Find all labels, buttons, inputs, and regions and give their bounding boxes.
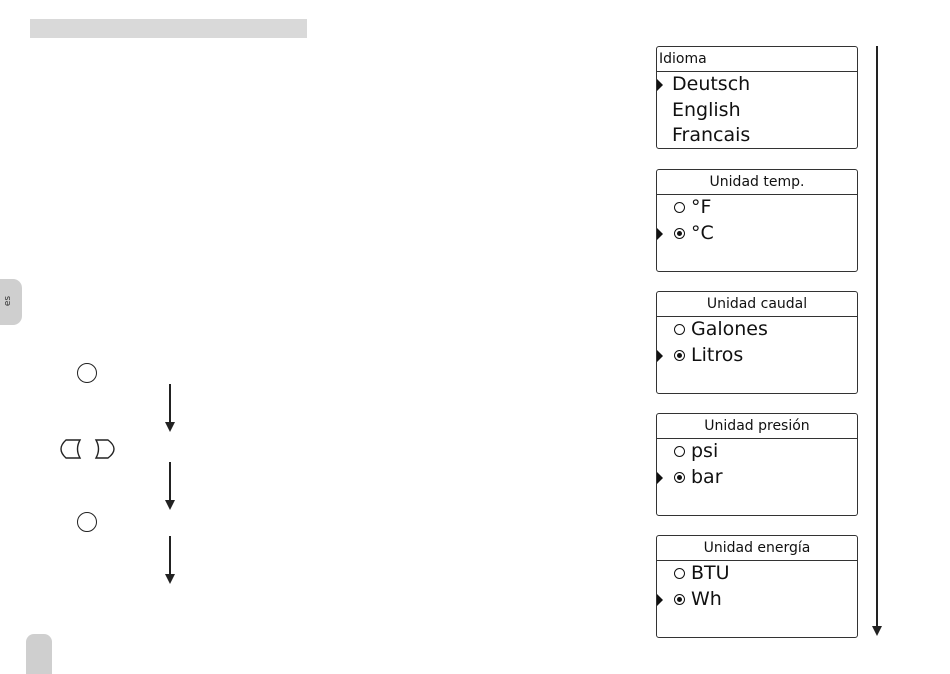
menu-item-label: Francais (672, 124, 751, 146)
cursor-icon (657, 79, 663, 91)
lcd-title: Unidad presión (657, 414, 857, 439)
lcd-screen-unidad-caudal (656, 291, 858, 394)
option-litros[interactable] (657, 343, 857, 369)
circle-button-icon (77, 363, 97, 383)
language-tab-label: es (3, 295, 14, 307)
radio-selected-icon (674, 594, 685, 605)
circle-button-icon (77, 512, 97, 532)
lcd-screen-idioma (656, 46, 858, 149)
cursor-icon (657, 228, 663, 240)
lcd-title: Idioma (657, 47, 857, 72)
radio-selected-icon (674, 228, 685, 239)
option-label: Galones (691, 318, 768, 340)
radio-selected-icon (674, 350, 685, 361)
page-tab (26, 634, 52, 674)
option-celsius[interactable] (657, 221, 857, 247)
option-wh[interactable] (657, 587, 857, 613)
option-btu[interactable] (657, 561, 857, 587)
scroll-arrow-line (876, 46, 878, 628)
menu-item-francais[interactable] (657, 123, 857, 149)
option-label: Litros (691, 343, 744, 366)
menu-item-label: Deutsch (672, 73, 751, 95)
option-label: BTU (691, 562, 730, 584)
language-tab (0, 279, 22, 325)
menu-item-deutsch[interactable] (657, 72, 857, 98)
option-bar[interactable] (657, 465, 857, 491)
option-psi[interactable] (657, 439, 857, 465)
down-arrow-icon (165, 500, 175, 510)
lcd-screen-unidad-temp (656, 169, 858, 272)
left-right-arrow-keys-icon (54, 438, 124, 464)
lcd-title: Unidad caudal (657, 292, 857, 317)
lcd-title: Unidad temp. (657, 170, 857, 195)
lcd-screen-unidad-presion (656, 413, 858, 516)
option-galones[interactable] (657, 317, 857, 343)
lcd-screen-unidad-energia (656, 535, 858, 638)
step-arrow-line (169, 384, 171, 422)
menu-item-english[interactable] (657, 98, 857, 124)
section-header-bar (30, 19, 307, 38)
cursor-icon (657, 594, 663, 606)
cursor-icon (657, 350, 663, 362)
down-arrow-icon (165, 422, 175, 432)
down-arrow-icon (165, 574, 175, 584)
option-label: °C (691, 221, 714, 244)
option-label: Wh (691, 587, 722, 610)
step-arrow-line (169, 536, 171, 574)
step-arrow-line (169, 462, 171, 500)
radio-empty-icon (674, 568, 685, 579)
option-fahrenheit[interactable] (657, 195, 857, 221)
radio-empty-icon (674, 202, 685, 213)
option-label: bar (691, 465, 723, 488)
radio-selected-icon (674, 472, 685, 483)
option-label: °F (691, 196, 712, 218)
menu-item-label: English (672, 98, 741, 121)
lcd-title: Unidad energía (657, 536, 857, 561)
radio-empty-icon (674, 446, 685, 457)
radio-empty-icon (674, 324, 685, 335)
cursor-icon (657, 472, 663, 484)
option-label: psi (691, 440, 719, 462)
down-arrow-icon (872, 626, 882, 636)
